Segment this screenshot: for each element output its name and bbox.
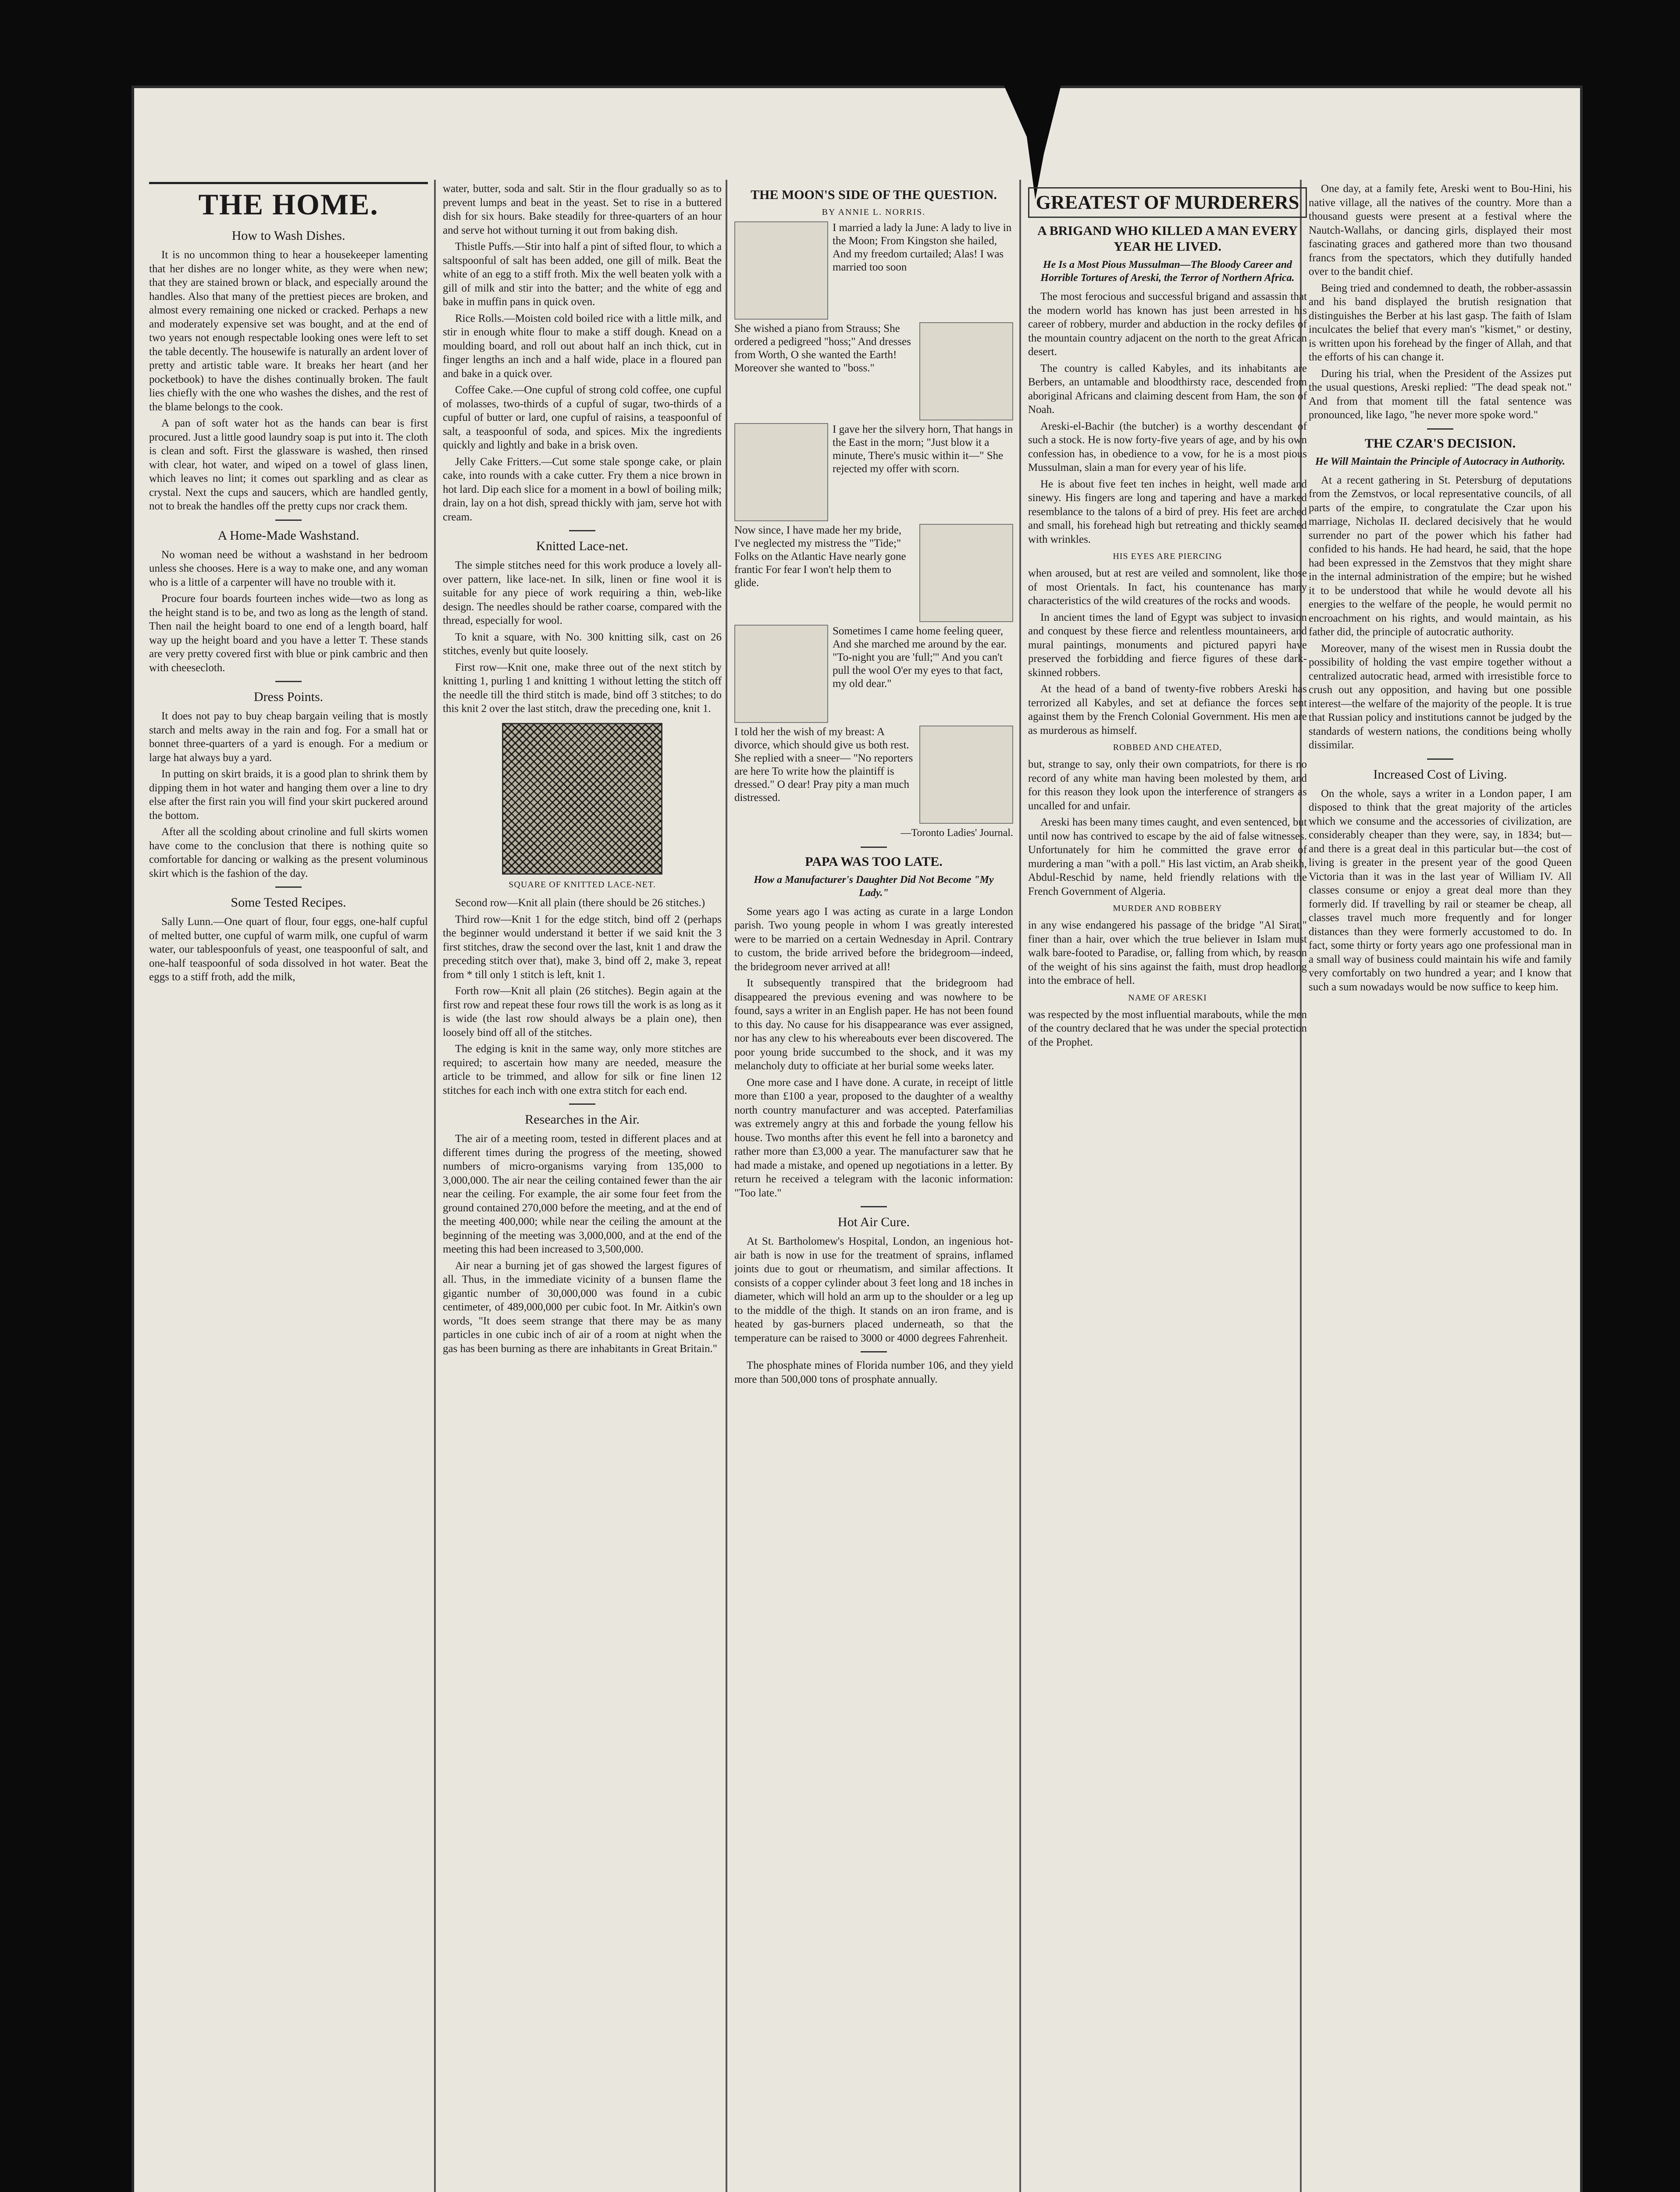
article-title: Some Tested Recipes. [231,895,346,910]
poem-stanza: I told her the wish of my breast: A divorce, which should give us both rest. She replied with a sneer— "No reporters are here To write how the plaintiff is dressed." O dear! Pray pity a man much distressed. [734,726,913,804]
article-paragraph: was respected by the most influential marabouts, while the men of the country declared that he was under the special protection of the Prophet. [1028,1008,1307,1048]
subheading: MURDER AND ROBBERY [1113,904,1222,913]
article-title: Knitted Lace-net. [536,539,628,553]
cartoon-illustration [734,221,828,320]
column-poem [734,182,1013,1389]
article-paragraph: No woman need be without a washstand in her bedroom unless she chooses. Here is a way to make one, and any woman who is a little of a carpenter will have no trouble with it. [149,548,428,588]
article-title: How to Wash Dishes. [231,228,345,243]
article-paragraph: Third row—Knit 1 for the edge stitch, bind off 2 (perhaps the beginner would understand it better if we said knit the 3 first stitches, draw the second over the last, knit 1 and draw the preceding stitch over that), make 3, bind off 2, make 3, repeat from * till only 1 stitch is left, knit 1. [443,913,722,981]
divider [861,847,887,848]
article-paragraph: Jelly Cake Fritters.—Cut some stale sponge cake, or plain cake, into rounds with a cake cutter. Fry them a nice brown in hot lard. Dip each slice for a moment in a bowl of boiling milk; drain, lay on a hot dish, spread thickly with jam, serve hot with cream. [443,455,722,523]
article-title: Dress Points. [253,690,324,704]
article-paragraph: The simple stitches need for this work produce a lovely all-over pattern, like lace-net. In silk, linen or fine wool it is suitable for any piece of work requiring a thin, web-like design. The needles should be rather coarse, compared with the thread, especially for wool. [443,559,722,626]
column-rule [434,180,436,2192]
article-paragraph: The edging is knit in the same way, only more stitches are required; to ascertain how many are needed, measure the article to be trimmed, and allow for silk or fine linen 12 stitches for each inch with one extra stitch for each end. [443,1043,722,1096]
poem-stanza: Now since, I have made her my bride, I've neglected my mistress the "Tide;" Folks on the Atlantic Have nearly gone frantic For fear I won't help them to glide. [734,524,906,589]
article-paragraph: At a recent gathering in St. Petersburg of deputations from the Zemstvos, or local representative councils, of all parts of the empire, to congratulate the Czar upon his marriage, Nicholas II. declared decisively that he would surrender no part of the power which his father had confided to his hands. He had heard, he said, that the hope had been expressed in the Zemstvos that they might share in the internal administration of the empire; but he wished it to be understood that while he would devote all his energies to the welfare of the people, he would permit no encroachment on his rights, and would maintain, as his father did, the principle of autocratic authority. [1309,474,1572,638]
column-rule [1019,180,1021,2192]
divider [569,1103,595,1105]
article-paragraph: The most ferocious and successful brigand and assassin that the modern world has known has just been arrested in his career of robbery, murder and abduction in the rocky defiles of the mountain country adjacent on the north to the great African desert. [1028,291,1307,358]
subheading: HIS EYES ARE PIERCING [1113,552,1222,561]
article-paragraph: Second row—Knit all plain (there should be 26 stitches.) [455,897,705,909]
article-paragraph: He is about five feet ten inches in height, well made and sinewy. His fingers are long and tapering and have a marked resemblance to the talons of a bird of prey. His feet are arched and small, his forehead high but retreating and thickly seamed with wrinkles. [1028,478,1307,545]
article-paragraph: First row—Knit one, make three out of the next stitch by knitting 1, purling 1 and knitting 1 without letting the stitch off the needle till the third stitch is made, bind off 3 stitches; to do this knit 2 over the last stitch, draw the preceding one, knit 1. [443,661,722,715]
article-paragraph: To knit a square, with No. 300 knitting silk, cast on 26 stitches, evenly but quite loosely. [443,631,722,657]
divider [1427,758,1453,760]
article-paragraph: At St. Bartholomew's Hospital, London, an ingenious hot-air bath is now in use for the treatment of sprains, inflamed joints due to gout or rheumatism, and similar affections. It consists of a copper cylinder about 3 feet long and 18 inches in diameter, which will hold an arm up to the shoulder or a leg up to the middle of the thigh. It stands on an iron frame, and is heated by gas-burners placed underneath, so that the temperature can be raised to 3000 or 4000 degrees Fahrenheit. [734,1235,1013,1344]
article-paragraph: Sally Lunn.—One quart of flour, four eggs, one-half cupful of melted butter, one cupful of warm milk, one cupful of warm water, our tablespoonfuls of yeast, one teaspoonful of salt, and one-half teaspoonful of soda dissolved in hot water. Beat the eggs to a stiff froth, add the milk, [149,916,428,983]
poem-stanza: She wished a piano from Strauss; She ordered a pedigreed "hoss;" And dresses from Worth, O she wanted the Earth! Moreover she wanted to "boss." [734,323,911,374]
masthead-rule [149,182,428,184]
article-headline: A BRIGAND WHO KILLED A MAN EVERY YEAR HE LIVED. [1037,224,1298,254]
poem-stanza-row [734,625,1013,723]
illustration-caption: SQUARE OF KNITTED LACE-NET. [509,879,656,890]
poem-attribution: —Toronto Ladies' Journal. [901,827,1013,839]
article-paragraph: Some years ago I was acting as curate in a large London parish. Two young people in whom I was greatly interested were to be married on a certain Wednesday in April. Contrary to custom, the bride arrived before the bridegroom—indeed, the bridegroom never arrived at all! [734,905,1013,973]
article-title: A Home-Made Washstand. [217,528,359,543]
divider [861,1351,887,1352]
poem-stanza-row [734,221,1013,320]
cartoon-illustration [734,625,828,723]
poem-stanza: Sometimes I came home feeling queer, And she marched me around by the ear. "To-night you are 'full;'" And you can't pull the wool O'er my eyes to that fact, my old dear." [833,625,1007,690]
article-title: Increased Cost of Living. [1373,767,1507,782]
column-home [149,182,428,987]
cartoon-illustration [919,524,1013,622]
article-paragraph: Moreover, many of the wisest men in Russia doubt the possibility of holding the vast empire together without a centralized autocratic head, armed with irresistible force to crush out any opposition, and having but one possible interest—the welfare of the majority of the people. It is true that Russian policy and institutions cannot be judged by the standards of western nations, the conditions being wholly dissimilar. [1309,642,1572,751]
article-paragraph: After all the scolding about crinoline and full skirts women have come to the conclusion that there is nothing quite so comfortable for dancing or walking as the present voluminous skirt which is the fashion of the day. [149,826,428,879]
article-paragraph: One more case and I have done. A curate, in receipt of little more than £100 a year, proposed to the daughter of a wealthy north country manufacturer and was accepted. Paterfamilias was extremely angry at this and forbade the young fellow his house. Two months after this event he fell into a baronetcy and rather more than £3,000 a year. The manufacturer saw that he had made a mistake, and opened up negotiations in a letter. By return he received a telegram with the laconic information: "Too late." [734,1076,1013,1199]
article-title: Researches in the Air. [525,1112,640,1127]
newspaper-page [132,85,1583,2192]
poem-stanza-row [734,322,1013,420]
column-rule [726,180,727,2192]
subheading: ROBBED AND CHEATED, [1113,743,1222,752]
cartoon-illustration [919,322,1013,420]
article-paragraph: During his trial, when the President of the Assizes put the usual questions, Areski replied: "The dead speak not." And from that moment till the fatal sentence was pronounced, like Iago, "he never more spoke word." [1309,367,1572,421]
article-paragraph: In putting on skirt braids, it is a good plan to shrink them by dipping them in hot water and hanging them over a line to dry else after the first rain you will find your skirt puckered around the bottom. [149,768,428,822]
article-paragraph: A pan of soft water hot as the hands can bear is first procured. Just a little good laundry soap is put into it. The cloth is clean and soft. First the glassware is washed, then rinsed with clear, hot water, and wiped on a towel of glass linen, which leaves no lint; it comes out sparkling and as clear as crystal. Next the cups and saucers, which are handled gently, not to break the handles off the pretty cups nor crack them. [149,417,428,512]
article-paragraph: Procure four boards fourteen inches wide—two as long as the height stand is to be, and two as long as the length of stand. Then nail the height board to one end of a length board, half way up the height board and you have a letter T. These stands are very pretty covered first with blue or pink cambric and then with cheesecloth. [149,593,428,674]
divider [1427,428,1453,430]
article-title: Hot Air Cure. [837,1215,910,1229]
article-deck: He Will Maintain the Principle of Autocracy in Authority. [1315,455,1566,467]
article-paragraph: water, butter, soda and salt. Stir in the flour gradually so as to prevent lumps and beat in the yeast. Set to rise in a buttered dish for six hours. Bake steadily for three-quarters of an hour and serve hot without turning it out from baking dish. [443,183,722,236]
article-title: GREATEST OF MURDERERS [1028,187,1307,218]
article-paragraph: The phosphate mines of Florida number 106, and they yield more than 500,000 tons of prosphate annually. [734,1359,1013,1385]
article-paragraph: Forth row—Knit all plain (26 stitches). Begin again at the first row and repeat these four rows till the work is as long as it is wide (the last row should always be a plain one), then loosely bind off all of the stitches. [443,985,722,1039]
article-paragraph: but, strange to say, only their own compatriots, for there is no record of any white man having been molested by them, and for this reason they look upon the interference of strangers as uncalled for and unfair. [1028,758,1307,812]
poem-stanza: I married a lady la June: A lady to live in the Moon; From Kingston she hailed, And my freedom curtailed; Alas! I was married too soon [833,222,1012,273]
column-murderers [1028,182,1307,1052]
poem-stanza-row [734,726,1013,824]
divider [861,1206,887,1207]
article-deck: How a Manufacturer's Daughter Did Not Become "My Lady." [754,874,994,899]
article-paragraph: One day, at a family fete, Areski went to Bou-Hini, his native village, all the natives of the country. More than a thousand guests were present at a festival where the Nautch-Wallahs, or dancing girls, displayed their most fascinating graces and gathered more than two thousand francs from the spectators, which they dutifully handed over to the bandit chief. [1309,183,1572,278]
article-paragraph: It is no uncommon thing to hear a housekeeper lamenting that her dishes are no longer white, as they were when new; that they are stained brown or black, and especially around the handles. Also that many of the prettiest pieces are broken, and almost every remaining one nicked or cracked. Perhaps a new and moderately expensive set was bought, and at the end of two years not enough respectable looking ones were left to set the table decently. The housewife is naturally an ardent lover of pretty and artistic table ware. It breaks her heart (and her pocketbook) to have the dishes continually broken. The fault lies chiefly with the one who washes the dishes, and the rest of the blame belongs to the cook. [149,249,428,413]
article-paragraph: It subsequently transpired that the bridegroom had disappeared the previous evening and was nowhere to be found, says a writer in an English paper. He has not been found to this day. No cause for his disappearance was ever assigned, nor has any clew to his whereabouts ever been discovered. The poor young bride succumbed to the shock, and it was my melancholy duty to officiate at her burial some weeks later. [734,977,1013,1072]
divider [569,530,595,531]
divider [275,520,302,521]
article-paragraph: Air near a burning jet of gas showed the largest figures of all. Thus, in the immediate vicinity of a bunsen flame the gigantic number of 30,000,000 was found in a cubic centimeter, of 489,000,000 per cubic foot. In Mr. Aitkin's own words, "It does seem strange that there may be as many particles in one cubic inch of air of a room at night when the gas has been burning as there are inhabitants in Great Britain." [443,1260,722,1355]
poem-stanza: I gave her the silvery horn, That hangs in the East in the morn; "Just blow it a minute, There's music within it—" She rejected my offer with scorn. [833,423,1013,475]
article-paragraph: Coffee Cake.—One cupful of strong cold coffee, one cupful of molasses, two-thirds of a cupful of sugar, two-thirds of a cupful of butter or lard, one cupful of raisins, a teaspoonful of salt, a teaspoonful of soda, and spices. Mix the ingredients quickly and lightly and bake in a brisk oven. [443,384,722,451]
poem-stanza-row [734,524,1013,622]
subheading: NAME OF ARESKI [1128,993,1207,1003]
article-paragraph: It does not pay to buy cheap bargain veiling that is mostly starch and melts away in the rain and fog. For a small hat or bonnet three-quarters of a yard is enough. For a medium or large hat always buy a yard. [149,710,428,764]
article-title: THE CZAR'S DECISION. [1364,436,1516,451]
cartoon-illustration [734,423,828,521]
section-masthead: THE HOME. [198,188,379,221]
article-paragraph: when aroused, but at rest are veiled and somnolent, like those of most Orientals. In fact, his countenance has many characteristics of the wild creatures of the rocks and woods. [1028,567,1307,607]
article-paragraph: Areski-el-Bachir (the butcher) is a worthy descendant of such a stock. He is now forty-five years of age, and by his own confession has, in obedience to a vow, for he is a most pious Mussulman, slain a man for every year of his life. [1028,420,1307,473]
article-paragraph: In ancient times the land of Egypt was subject to invasion and conquest by these fierce and relentless mountaineers, and mural paintings, monuments and pictured papyri have preserved the forbidding and fierce figures of these dark-skinned robbers. [1028,611,1307,679]
article-paragraph: Thistle Puffs.—Stir into half a pint of sifted flour, to which a saltspoonful of salt has been added, one gill of milk. Beat the white of an egg to a stiff froth. Mix the well beaten yolk with a gill of milk and stir into the batter; and the white of egg and bake in muffin pans in quick oven. [443,241,722,308]
column-czar [1309,182,1572,996]
article-paragraph: Areski has been many times caught, and even sentenced, but until now has contrived to escape by the aid of false witnesses. Unfortunately for him he committed the grave error of murdering a man "with a poll." His last victim, an Arab sheikh, Abdul-Reschid by name, held friendly relations with the French Government of Algeria. [1028,816,1307,897]
article-paragraph: The country is called Kabyles, and its inhabitants are Berbers, an untamable and bloodthirsty race, descended from aboriginal Africans and claiming descent from Ham, the son of Noah. [1028,362,1307,416]
poem-title: THE MOON'S SIDE OF THE QUESTION. [751,188,997,202]
article-paragraph: The air of a meeting room, tested in different places and at different times during the progress of the meeting, showed numbers of micro-organisms varying from 135,000 to 3,000,000. The air near the ceiling contained fewer than the air near the ceiling. For example, the air some four feet from the ground contained 270,000 before the meeting, and at the end of the meeting 400,000; while near the ceiling the amount at the beginning of the meeting was 3,000,000, and at the end of the meeting this had been increased to 3,500,000. [443,1133,722,1255]
column-recipes-lace [443,182,722,1358]
poem-byline: BY ANNIE L. NORRIS. [822,207,926,217]
article-paragraph: Being tried and condemned to death, the robber-assassin and his band displayed the brutish resignation that distinguishes the Berber at his last gasp. The faith of Islam inculcates the belief that every man's "kismet," or destiny, is written upon his forehead by the finger of Allah, and that the efforts of his can change it. [1309,282,1572,363]
article-title: PAPA WAS TOO LATE. [805,854,943,869]
article-deck: He Is a Most Pious Mussulman—The Bloody Career and Horrible Tortures of Areski, the Terror of Northern Africa. [1040,259,1295,284]
article-paragraph: in any wise endangered his passage of the bridge "Al Sirat," finer than a hair, over which the true believer in Islam must walk bare-footed to Paradise, or, falling from which, by reason of the weight of his sins against the faith, must drop headlong into the embrace of hell. [1028,919,1307,986]
article-paragraph: At the head of a band of twenty-five robbers Areski has terrorized all Kabyles, and set at defiance the forces sent against them by the French Colonial Government. His men are as murderous as himself. [1028,683,1307,737]
article-paragraph: On the whole, says a writer in a London paper, I am disposed to think that the great majority of the articles which we consume and the accessories of civilization, are considerably cheaper than they were, say, in 1834; but—and there is a great deal in this particular but—the cost of living is greater in the present year of the good Queen Victoria than it was in the last year of William IV. All classes consume or enjoy a great deal more than they formerly did. If travelling by rail or steamer be cheap, all classes travel much more frequently and for longer distances than they were formerly accustomed to do. In fact, some thirty or forty years ago one professional man in a small way of business could maintain his wife and family very comfortably on two hundred a year; and I know that such a sum nowadays would be now suffice to keep him. [1309,787,1572,993]
divider [275,886,302,888]
poem-stanza-row [734,423,1013,521]
divider [275,681,302,682]
cartoon-illustration [919,726,1013,824]
article-paragraph: Rice Rolls.—Moisten cold boiled rice with a little milk, and stir in enough white flour to make a stiff dough. Knead on a moulding board, and roll out about half an inch thick, cut in finger lengths an inch and a half wide, place in a floured pan and bake in a quick over. [443,312,722,380]
lace-net-illustration [502,723,662,875]
